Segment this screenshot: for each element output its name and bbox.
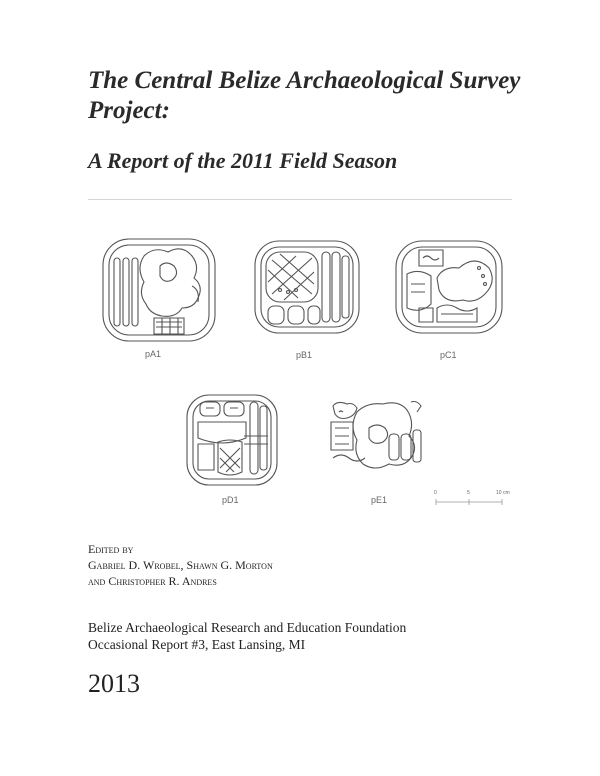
glyph-caption-pa1: pA1 <box>145 349 162 359</box>
report-series: Occasional Report #3, East Lansing, MI <box>88 637 306 652</box>
publisher-name: Belize Archaeological Research and Education Foundation <box>88 620 407 635</box>
glyph-caption-pd1: pD1 <box>222 495 239 505</box>
scale-label-5: 5 <box>467 490 470 496</box>
scale-label-0: 0 <box>434 490 437 496</box>
glyph-drawing-pe1 <box>325 398 429 474</box>
editor-names-line-1: Gabriel D. Wrobel, Shawn G. Morton <box>88 558 273 572</box>
glyph-caption-pe1: pE1 <box>371 495 388 505</box>
scale-label-10cm: 10 cm <box>496 490 510 496</box>
report-title: The Central Belize Archaeological Survey Project: <box>88 67 521 124</box>
glyph-caption-pb1: pB1 <box>296 350 313 360</box>
editors-block <box>88 541 273 589</box>
publication-year: 2013 <box>88 669 140 698</box>
editor-names-line-2: and Christopher R. Andres <box>88 574 217 588</box>
glyph-caption-pc1: pC1 <box>440 350 457 360</box>
edited-by-label: Edited by <box>88 542 134 556</box>
glyph-drawing-pb1 <box>252 238 362 336</box>
title-divider <box>88 199 512 200</box>
glyph-drawing-pd1 <box>184 392 280 488</box>
glyph-drawing-pc1 <box>393 238 505 336</box>
publisher-block <box>88 619 406 653</box>
glyph-drawing-pa1 <box>100 236 218 344</box>
report-subtitle: A Report of the 2011 Field Season <box>88 148 398 173</box>
